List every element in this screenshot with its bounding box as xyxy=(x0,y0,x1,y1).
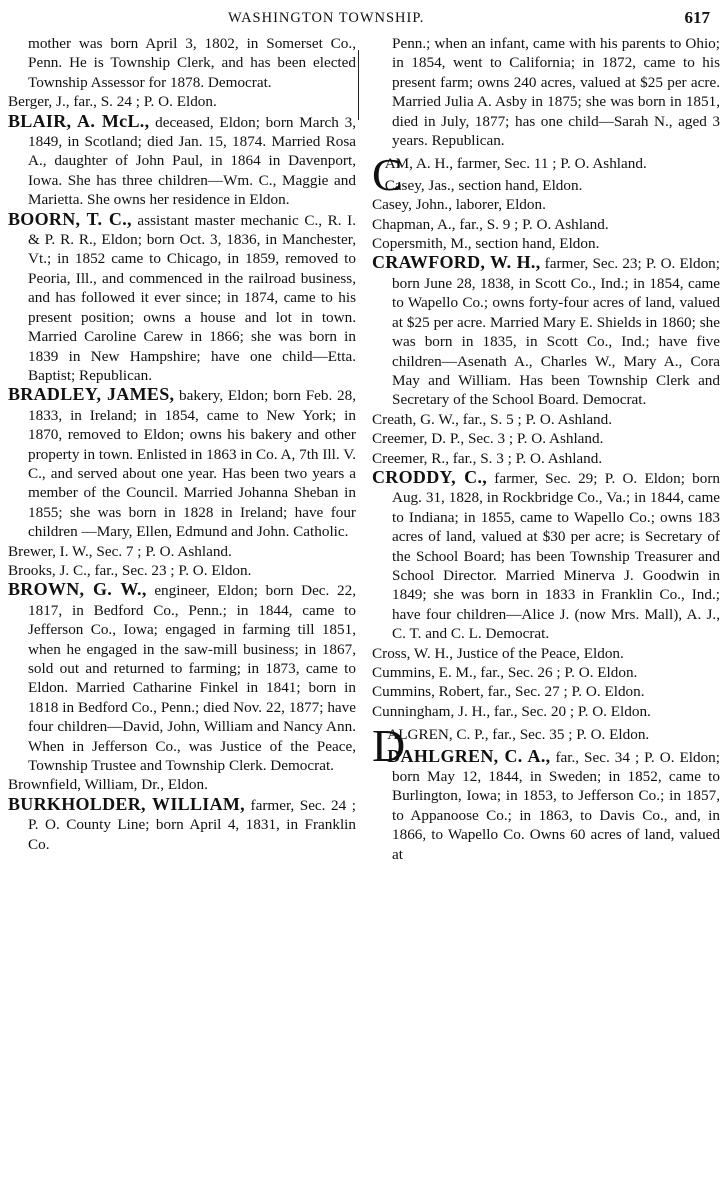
entry-name-bold: CRAWFORD, W. H., xyxy=(372,252,541,273)
entry-name-bold: BRADLEY, JAMES, xyxy=(8,384,175,405)
entry-name: Berger, J., far., S. 24 ; P. O. Eldon. xyxy=(8,93,217,111)
directory-entry xyxy=(8,385,356,541)
right-column xyxy=(372,34,720,864)
entry-name: Brewer, I. W., Sec. 7 ; P. O. Ashland. xyxy=(8,542,232,560)
entry-name: Casey, Jas., section hand, Eldon. xyxy=(384,176,583,194)
directory-entry xyxy=(372,253,720,409)
entry-name: Brownfield, William, Dr., Eldon. xyxy=(8,776,208,794)
directory-entry xyxy=(8,92,356,111)
drop-cap-letter: C xyxy=(372,149,403,201)
entry-name: Brooks, J. C., far., Sec. 23 ; P. O. Eldon. xyxy=(8,561,252,579)
entry-name: ALGREN, C. P., far., Sec. 35 ; P. O. Eldon. xyxy=(387,726,650,744)
entry-name-bold: BOORN, T. C., xyxy=(8,208,132,229)
entry-text: assistant master mechanic C., R. I. & P. R. R., Eldon; born Oct. 3, 1836, in Manchester, Vt.; in 1852 came to Chicago, in 1859, removed to Peoria, Ill., and commenced in the railroad business, and has followed it ever since; in 1874, came to his present position; owns a house and lot in town. Married Caroline Carew in 1866; she was born in 1839 in New Hampshire; have one child—Etta. Baptist; Republican. xyxy=(28,211,357,384)
entry-name: Cummins, E. M., far., Sec. 26 ; P. O. Eldon. xyxy=(372,664,638,681)
entry-name: Creemer, R., far., S. 3 ; P. O. Ashland. xyxy=(372,449,603,467)
directory-entry xyxy=(8,112,356,210)
entry-text: far., Sec. 34 ; P. O. Eldon; born May 12, 1844, in Sweden; in 1852, came to Burlington, Iowa; in 1853, to Jefferson Co.; in 1857, to Appanoose Co.; in 1863, to Davis Co., and, in 1866, to Wapello Co. Owns 60 acres of land, valued at xyxy=(392,748,720,863)
drop-cap-letter: D xyxy=(372,720,406,772)
directory-entry xyxy=(372,682,720,701)
column-rule xyxy=(358,50,359,120)
directory-entry xyxy=(372,702,720,721)
entry-text: bakery, Eldon; born Feb. 28, 1833, in Ireland; in 1854, came to New York; in 1870, removed to Eldon; owns his bakery and other property in town. Enlisted in 1863 in Co. A, 7th Ill. V. C., and served about one year. Has been two years a member of the Council. Married Johanna Sheban in 1855; she was born in 1828 in Ireland; have four children —Mary, Ellen, Edmund and John. Catholic. xyxy=(28,387,357,541)
directory-entry xyxy=(8,775,356,794)
directory-entry xyxy=(8,34,356,92)
directory-entry xyxy=(8,210,356,386)
directory-entry xyxy=(372,468,720,644)
directory-entry xyxy=(372,176,720,195)
entry-name-bold: BROWN, G. W., xyxy=(8,579,147,600)
entry-text: farmer, Sec. 23; P. O. Eldon; born June 28, 1838, in Scott Co., Ind.; in 1854, came to Wapello Co.; owns forty-four acres of land, valued at $25 per acre. Married Mary E. Shields in 1860; she was born in 1835, in Scott Co., Ind.; have five children—Asenath A., Charles W., Mary A., Cora May and William. Has been Township Clerk and Secretary of the School Board. Democrat. xyxy=(392,255,720,409)
directory-entry xyxy=(372,663,720,682)
entry-text: farmer, Sec. 29; P. O. Eldon; born Aug. 31, 1828, in Rockbridge Co., Va.; in 1844, came to Indiana; in 1855, came to Wapello Co.; owns 183 acres of land, valued at $30 per acre; is Secretary of the School Board; has been Township Treasurer and School Director. Married Minerva J. Goodwin in 1849; she was born in 1833 in Franklin Co., Ind.; have four children—Alice J. (now Mrs. Mall), A. J., C. T. and C. L. Democrat. xyxy=(392,469,720,643)
entry-name-bold: DAHLGREN, C. A., xyxy=(387,745,551,766)
directory-entry xyxy=(8,795,356,854)
entry-name: AM, A. H., farmer, Sec. 11 ; P. O. Ashland. xyxy=(384,155,647,173)
entry-text: mother was born April 3, 1802, in Somerset Co., Penn. He is Township Clerk, and has been elected Township Assessor for 1878. Democrat. xyxy=(28,35,356,91)
running-head: WASHINGTON TOWNSHIP. xyxy=(228,10,425,26)
directory-entry xyxy=(372,234,720,253)
left-column xyxy=(8,34,356,854)
entry-name: Cunningham, J. H., far., Sec. 20 ; P. O. Eldon. xyxy=(372,702,651,720)
directory-entry xyxy=(372,195,720,214)
entry-text: deceased, Eldon; born March 3, 1849, in Scotland; died Jan. 15, 1874. Married Rosa A., daughter of John Paul, in 1864 in Davenport, Iowa. She has three children—Wm. C., Maggie and Marietta. She owns her residence in Eldon. xyxy=(28,113,356,209)
entry-name: Casey, John., laborer, Eldon. xyxy=(372,196,546,214)
directory-entry xyxy=(8,580,356,775)
page-header xyxy=(0,6,722,32)
entry-text: farmer, Sec. 24 ; P. O. County Line; born April 4, 1831, in Franklin Co. xyxy=(28,796,356,853)
entry-name: Chapman, A., far., S. 9 ; P. O. Ashland. xyxy=(372,215,609,233)
page-number: 617 xyxy=(684,8,710,27)
entry-name-bold: BLAIR, A. McL., xyxy=(8,110,150,131)
entry-name-bold: BURKHOLDER, WILLIAM, xyxy=(8,793,245,814)
directory-entry xyxy=(372,449,720,468)
entry-name: Cummins, Robert, far., Sec. 27 ; P. O. Eldon. xyxy=(372,683,645,701)
entry-name: Copersmith, M., section hand, Eldon. xyxy=(372,235,600,253)
directory-entry xyxy=(372,34,720,150)
directory-entry xyxy=(372,644,720,663)
directory-entry xyxy=(372,215,720,234)
entry-name: Creath, G. W., far., S. 5 ; P. O. Ashland. xyxy=(372,410,613,428)
entry-name: Creemer, D. P., Sec. 3 ; P. O. Ashland. xyxy=(372,430,604,448)
entry-text: engineer, Eldon; born Dec. 22, 1817, in Bedford Co., Penn.; in 1844, came to Jefferson Co., Iowa; engaged in farming till 1851, when he engaged in the saw-mill business; in 1867, sold out and returned to farming; in 1873, came to Eldon. Married Catharine Finkel in 1841; born in 1818 in Bedford Co., Penn.; died Nov. 22, 1877; have four children—David, John, William and Nancy Ann. When in Jefferson Co., was Justice of the Peace, Township Trustee and Township Clerk. Democrat. xyxy=(28,582,356,775)
entry-text: Penn.; when an infant, came with his parents to Ohio; in 1854, went to California; in 1872, came to his present farm; owns 240 acres, valued at $25 per acre. Married Julia A. Asby in 1875; she was born in 1851, died in July, 1877; has one child—Sarah N., aged 3 years. Republican. xyxy=(392,35,720,150)
entry-name: Cross, W. H., Justice of the Peace, Eldon. xyxy=(372,644,624,662)
entry-name-bold: CRODDY, C., xyxy=(372,466,488,487)
directory-entry xyxy=(8,542,356,561)
directory-entry xyxy=(8,561,356,580)
directory-entry xyxy=(372,747,720,864)
directory-entry xyxy=(372,429,720,448)
directory-entry xyxy=(372,410,720,429)
